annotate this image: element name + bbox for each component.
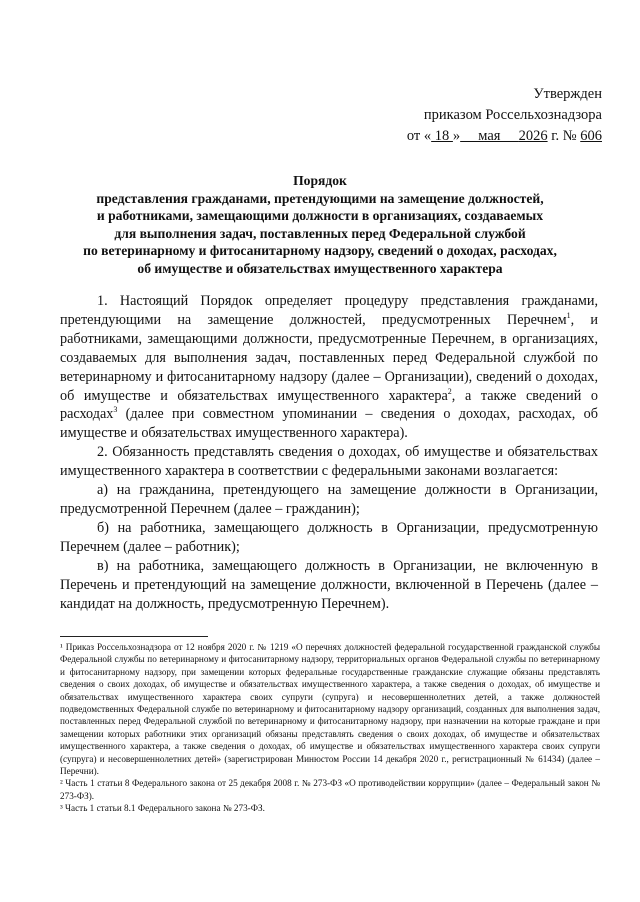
date-month: мая: [460, 128, 519, 144]
title-line: об имуществе и обязательствах имущественного характера: [137, 260, 503, 276]
approval-line-2: приказом Россельхознадзора: [423, 107, 602, 123]
footnote-ref-2: 2: [447, 386, 452, 396]
title-heading: Порядок: [293, 173, 347, 188]
paragraph-b: б) на работника, замещающего должность в Организации, предусмотренную Перечнем (далее – работник);: [60, 519, 598, 555]
document-body: [60, 292, 598, 613]
footnote-2: ² Часть 1 статьи 8 Федерального закона от 25 декабря 2008 г. № 273-ФЗ «О противодействии коррупции» (далее – Федеральный закон № 273-ФЗ).: [60, 778, 600, 801]
title-line: и работниками, замещающими должности в организациях, создаваемых: [96, 208, 544, 224]
paragraph-2: 2. Обязанность представлять сведения о доходах, об имуществе и обязательствах имущественного характера в соответствии с федеральными законами возлагается:: [60, 444, 598, 480]
footnote-3: ³ Часть 1 статьи 8.1 Федерального закона № 273-ФЗ.: [60, 803, 265, 814]
approval-stamp: [407, 84, 602, 147]
footnote-ref-3: 3: [113, 405, 118, 415]
approval-date-line: [407, 126, 602, 147]
paragraph-a: а) на гражданина, претендующего на замещение должности в Организации, предусмотренной Перечнем (далее – гражданин);: [60, 482, 598, 517]
date-year: 2026: [518, 128, 548, 144]
title-line: для выполнения задач, поставленных перед Федеральной службой: [114, 225, 526, 241]
paragraph-c: в) на работника, замещающего должность в Организации, не включенную в Перечень и претендующий на замещение должности, включенной в Перечень (далее – кандидат на должность, предусмотренную Перечнем).: [60, 557, 598, 612]
footnote-1: ¹ Приказ Россельхознадзора от 12 ноября 2020 г. № 1219 «О перечнях должностей федеральной государственной гражданской службы Федеральной службы по ветеринарному и фитосанитарному надзору, территориальных органов Федеральной службы по ветеринарному и фитосанитарному надзору, при замещении которых федеральные государственные гражданские служащие обязаны представлять сведения о своих доходах, об имуществе и обязательствах имущественного характера, а также сведения о доходах, об имуществе и обязательствах имущественного характера своих супруги (супруга) и несовершеннолетних детей, а также должностей подведомственных Федеральной службе по ветеринарному и фитосанитарному надзору организаций, созданных для выполнения задач, поставленных перед Федеральной службой по ветеринарному и фитосанитарному надзору, при назначении на которые граждане и при замещении которых работники этих организаций обязаны представлять сведения о своих доходах, об имуществе и обязательствах имущественного характера, а также сведения о доходах, об имуществе и обязательствах имущественного характера своих супруги (супруга) и несовершеннолетних детей» (зарегистрирован Минюстом России 14 декабря 2020 г., регистрационный № 61434) (далее – Перечни).: [60, 642, 600, 777]
date-prefix: от «: [406, 128, 432, 144]
paragraph-1: 1. Настоящий Порядок определяет процедуру представления гражданами, претендующими на замещение должностей, предусмотренных Перечнем$^1$, и работниками, замещающими должности, предусмотренные Перечнем, в организациях, создаваемых для выполнения задач, поставленных перед Федеральной службой по ветеринарному и фитосанитарному надзору (далее – Организации), сведений о доходах, об имуществе и обязательствах имущественного характера$^2$, а также сведений о расходах$^3$ (далее при совместном упоминании – сведения о доходах, расходах, об имуществе и обязательствах имущественного характера).: [60, 293, 598, 442]
title-line: по ветеринарному и фитосанитарному надзору, сведений о доходах, расходах,: [83, 243, 557, 259]
date-number-label: г. №: [547, 128, 581, 144]
title-line: представления гражданами, претендующими на замещение должностей,: [96, 190, 544, 206]
order-number: 606: [580, 128, 602, 144]
date-day: 18: [431, 128, 453, 144]
approval-line-1: Утвержден: [533, 86, 602, 102]
footnotes: [60, 641, 600, 815]
document-title: [55, 172, 585, 278]
date-mid: »: [452, 128, 461, 144]
footnote-ref-1: 1: [566, 310, 571, 320]
footnote-separator: [60, 636, 208, 637]
